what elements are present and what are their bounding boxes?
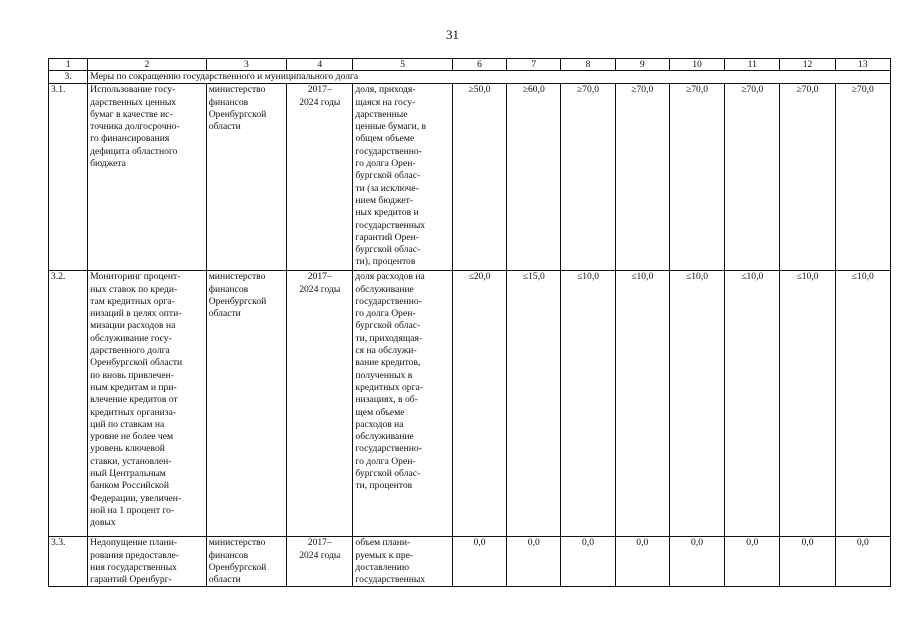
header-cell: 2 bbox=[88, 59, 207, 71]
value-cell: ≤15,0 bbox=[507, 271, 561, 537]
section-number: 3. bbox=[49, 71, 88, 84]
value-cell: 0,0 bbox=[561, 537, 615, 587]
responsible-cell: министерство финансов Оренбургской области bbox=[206, 271, 286, 537]
header-cell: 7 bbox=[507, 59, 561, 71]
value-cell: ≤10,0 bbox=[669, 271, 724, 537]
value-cell: ≤10,0 bbox=[561, 271, 615, 537]
period-cell: 2017– 2024 годы bbox=[287, 537, 353, 587]
value-cell: ≥70,0 bbox=[725, 84, 780, 271]
header-cell: 1 bbox=[49, 59, 88, 71]
value-cell: 0,0 bbox=[725, 537, 780, 587]
period-cell: 2017– 2024 годы bbox=[287, 271, 353, 537]
table-row bbox=[49, 271, 891, 537]
value-cell: ≤20,0 bbox=[452, 271, 506, 537]
value-cell: ≤10,0 bbox=[835, 271, 890, 537]
header-cell: 3 bbox=[206, 59, 286, 71]
value-cell: ≥70,0 bbox=[780, 84, 835, 271]
row-number: 3.2. bbox=[49, 271, 88, 537]
section-row bbox=[49, 71, 891, 84]
header-cell: 5 bbox=[353, 59, 452, 71]
value-cell: 0,0 bbox=[615, 537, 669, 587]
header-row bbox=[49, 59, 891, 71]
measure-cell: Мониторинг процент- ных ставок по креди- там кредитных орга- низаций в целях опти- мизации расходов на обслуживание госу- дарственного долга Оренбургской области по вновь привлечен- ным кредитам и при- влечение кредитов от кредитных организа- ций по ставкам на уровне не более чем уровень ключевой ставки, установлен- ный Центральным банком Российской Федерации, увеличен- ной на 1 процент го- довых bbox=[88, 271, 207, 537]
value-cell: 0,0 bbox=[780, 537, 835, 587]
indicator-cell: доля расходов на обслуживание государственно- го долга Орен- бургской облас- ти, приходящая- ся на обслужи- вание кредитов, полученных в кредитных орга- низациях, в об- щем объеме расходов на обслуживание государственно- го долга Орен- бургской облас- ти, процентов bbox=[353, 271, 452, 537]
indicator-cell: доля, приходя- щаяся на госу- дарственные ценные бумаги, в общем объеме государственно- го долга Орен- бургской облас- ти (за исключе- нием бюджет- ных кредитов и государственных гарантий Орен- бургской облас- ти), процентов bbox=[353, 84, 452, 271]
value-cell: 0,0 bbox=[507, 537, 561, 587]
header-cell: 8 bbox=[561, 59, 615, 71]
value-cell: 0,0 bbox=[835, 537, 890, 587]
row-number: 3.3. bbox=[49, 537, 88, 587]
measures-table bbox=[48, 58, 891, 587]
measure-cell: Использование госу- дарственных ценных бумаг в качестве ис- точника долгосрочно- го финансирования дефицита областного бюджета bbox=[88, 84, 207, 271]
value-cell: 0,0 bbox=[452, 537, 506, 587]
value-cell: ≤10,0 bbox=[725, 271, 780, 537]
table-row bbox=[49, 537, 891, 587]
value-cell: ≥70,0 bbox=[669, 84, 724, 271]
responsible-cell: министерство финансов Оренбургской области bbox=[206, 537, 286, 587]
value-cell: 0,0 bbox=[669, 537, 724, 587]
page-number: 31 bbox=[446, 27, 459, 42]
value-cell: ≥70,0 bbox=[835, 84, 890, 271]
value-cell: ≥50,0 bbox=[452, 84, 506, 271]
value-cell: ≥70,0 bbox=[615, 84, 669, 271]
header-cell: 6 bbox=[452, 59, 506, 71]
value-cell: ≥60,0 bbox=[507, 84, 561, 271]
header-cell: 10 bbox=[669, 59, 724, 71]
indicator-cell: объем плани- руемых к пре- доставлению государственных bbox=[353, 537, 452, 587]
section-title: Меры по сокращению государственного и муниципального долга bbox=[88, 71, 891, 84]
responsible-cell: министерство финансов Оренбургской области bbox=[206, 84, 286, 271]
header-cell: 12 bbox=[780, 59, 835, 71]
value-cell: ≥70,0 bbox=[561, 84, 615, 271]
row-number: 3.1. bbox=[49, 84, 88, 271]
value-cell: ≤10,0 bbox=[615, 271, 669, 537]
measure-cell: Недопущение плани- рования предоставле- ния государственных гарантий Оренбург- bbox=[88, 537, 207, 587]
header-cell: 13 bbox=[835, 59, 890, 71]
header-cell: 11 bbox=[725, 59, 780, 71]
header-cell: 4 bbox=[287, 59, 353, 71]
value-cell: ≤10,0 bbox=[780, 271, 835, 537]
period-cell: 2017– 2024 годы bbox=[287, 84, 353, 271]
table-row bbox=[49, 84, 891, 271]
header-cell: 9 bbox=[615, 59, 669, 71]
